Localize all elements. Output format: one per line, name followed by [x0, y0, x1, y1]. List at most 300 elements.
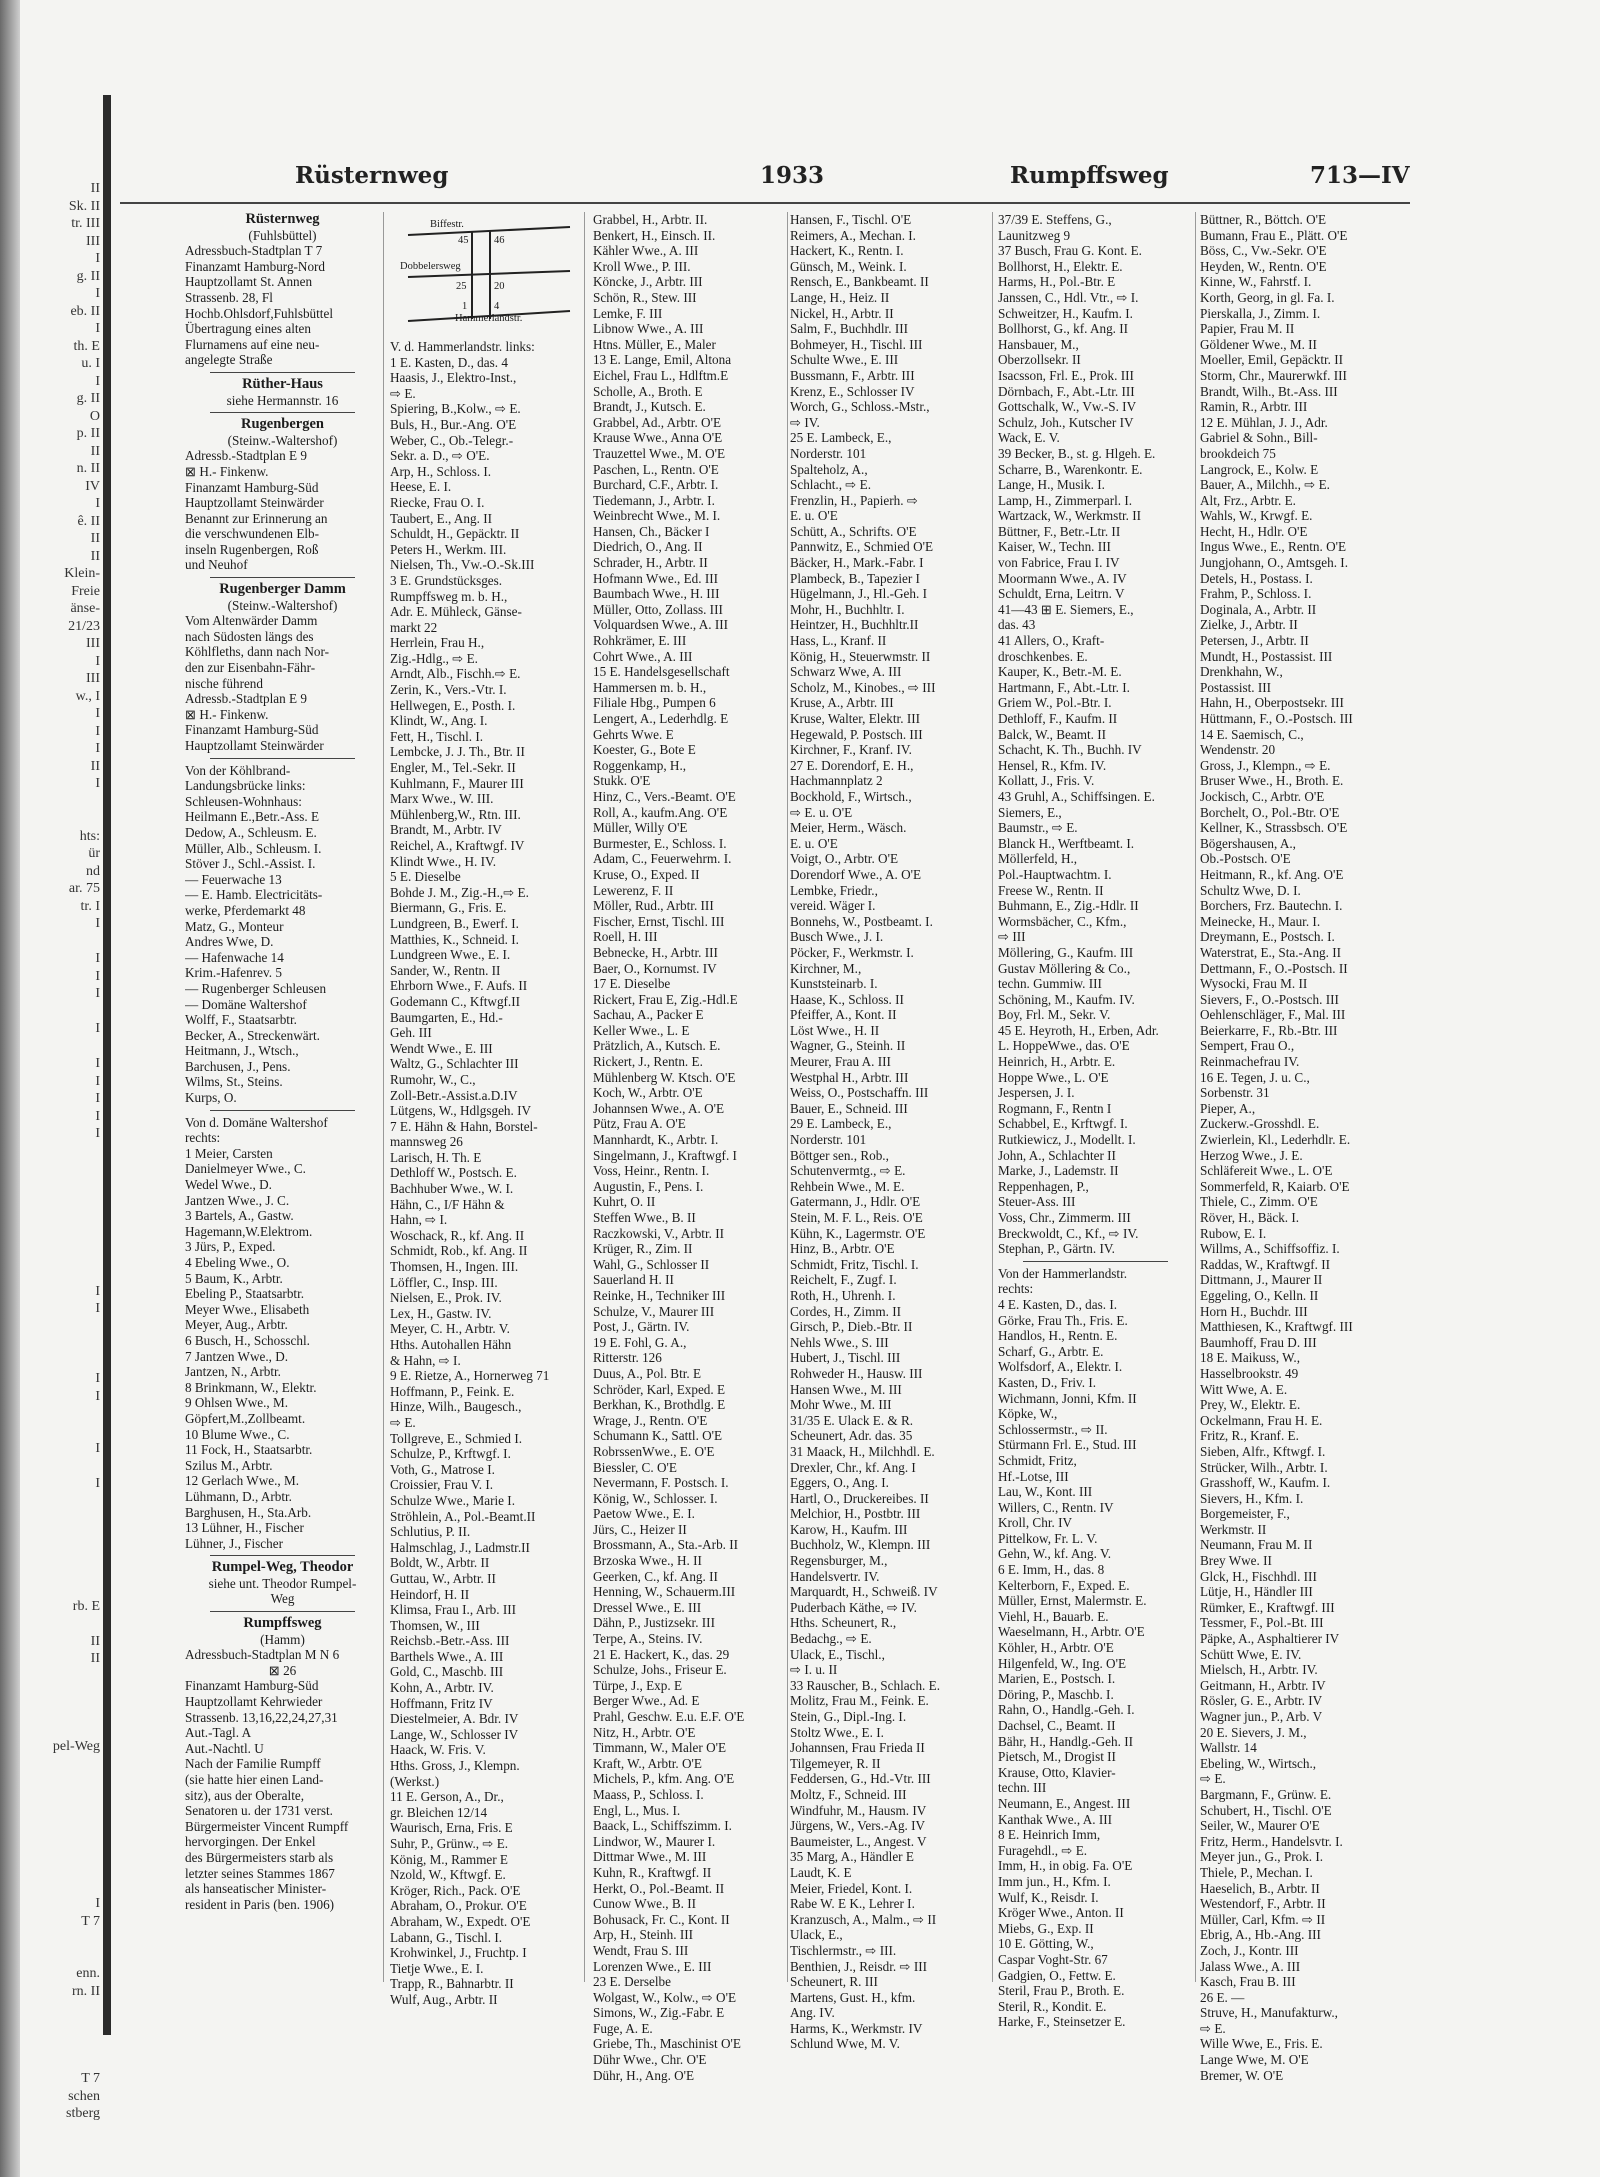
directory-entry: Müller, Otto, Zollass. III — [593, 601, 723, 617]
directory-entry: Hansbauer, M., — [998, 336, 1079, 352]
directory-entry: Molitz, Frau M., Feink. E. — [790, 1693, 929, 1709]
directory-entry: Dörnbach, F., Abt.-Ltr. III — [998, 383, 1135, 399]
directory-entry: Gabriel & Sohn., Bill- — [1200, 430, 1318, 446]
directory-entry: Wichmann, Jonni, Kfm. II — [998, 1390, 1137, 1406]
directory-entry: Voigt, O., Arbtr. O'E — [790, 851, 899, 867]
directory-entry: Kurps, O. — [185, 1090, 237, 1106]
section-rule — [210, 1611, 355, 1612]
directory-entry: 31/35 E. Ulack E. & R. — [790, 1412, 914, 1428]
directory-entry: Göldener Wwe., M. II — [1200, 336, 1317, 352]
directory-entry: Bebnecke, H., Arbtr. III — [593, 944, 718, 960]
directory-entry: Prahl, Geschw. E.u. E.F. O'E — [593, 1709, 745, 1724]
directory-entry: 17 E. Dieselbe — [593, 976, 671, 992]
previous-page-fragment — [20, 1825, 100, 1843]
directory-entry: Sieben, Alfr., Kftwgf. I. — [1200, 1443, 1326, 1459]
directory-entry: Boldt, W., Arbtr. II — [390, 1555, 490, 1571]
previous-page-fragment: I — [95, 1441, 100, 1456]
directory-entry: Seiler, W., Maurer O'E — [1200, 1818, 1320, 1834]
directory-entry: Krohwinkel, J., Fruchtp. I — [390, 1945, 527, 1961]
directory-entry: 11 Fock, H., Staatsarbtr. — [185, 1442, 313, 1458]
directory-entry: Stephan, P., Gärtn. IV. — [998, 1241, 1115, 1257]
directory-entry: Flurnamens auf eine neu- — [185, 336, 320, 352]
directory-entry: Von der Hammerlandstr. — [998, 1265, 1128, 1281]
column-2 — [390, 213, 580, 2008]
directory-entry: Wahl, G., Schlosser II — [593, 1256, 710, 1272]
directory-entry: 18 E. Maikuss, W., — [1200, 1350, 1301, 1366]
directory-entry: Kruse, A., Arbtr. III — [790, 695, 894, 711]
directory-entry: — Hafenwache 14 — [185, 949, 284, 965]
directory-entry: Griem W., Pol.-Btr. I. — [998, 695, 1112, 711]
directory-entry: Neumann, E., Angest. III — [998, 1795, 1131, 1811]
directory-entry: Miebs, G., Exp. II — [998, 1920, 1094, 1936]
directory-entry: Marquardt, H., Schweiß. IV — [790, 1584, 938, 1600]
directory-entry: Hegewald, P. Postsch. III — [790, 726, 923, 742]
directory-entry: Pannwitz, E., Schmied O'E — [790, 539, 934, 555]
directory-entry: Mühlenberg,W., Rtn. III. — [390, 806, 521, 822]
previous-page-fragment — [20, 1423, 100, 1441]
directory-entry: Aut.-Tagl. A — [185, 1725, 252, 1741]
directory-entry: Barchusen, J., Pens. — [185, 1058, 291, 1074]
directory-entry: Pierskalla, J., Zimm. I. — [1200, 305, 1321, 321]
directory-entry: Hinze, Wilh., Baugesch., — [390, 1399, 522, 1415]
directory-entry: Pieper, A., — [1200, 1100, 1256, 1116]
street-heading: Rüther-Haus — [242, 376, 323, 392]
directory-entry: 9 E. Rietze, A., Hornerweg 71 — [390, 1368, 550, 1384]
directory-entry: Mielsch, H., Arbtr. IV. — [1200, 1662, 1318, 1678]
directory-entry: Fritz, R., Kranf. E. — [1200, 1428, 1299, 1444]
directory-entry: den zur Eisenbahn-Fähr- — [185, 660, 316, 676]
directory-entry: Busch Wwe., J. I. — [790, 929, 884, 945]
directory-entry: Baer, O., Kornumst. IV — [593, 960, 717, 976]
directory-entry: Westendorf, F., Arbtr. II — [1200, 1896, 1326, 1912]
directory-entry: Freese W., Rentn. II — [998, 882, 1104, 898]
directory-entry: Röver, H., Bäck. I. — [1200, 1210, 1300, 1225]
previous-page-fragment — [20, 1038, 100, 1056]
directory-entry: Wack, E. V. — [998, 430, 1060, 446]
previous-page-fragment: I — [95, 251, 100, 266]
directory-entry: Grasshoff, W., Kaufm. I. — [1200, 1475, 1331, 1491]
directory-entry: Benkert, H., Einsch. II. — [593, 227, 716, 243]
directory-entry: Burchard, C.F., Arbtr. I. — [593, 477, 719, 493]
directory-entry: Dethloff, F., Kaufm. II — [998, 711, 1118, 726]
directory-entry: 10 E. Götting, W., — [998, 1936, 1094, 1952]
directory-entry: Wysocki, Frau M. II — [1200, 976, 1308, 992]
directory-entry: Waurisch, Erna, Fris. E — [390, 1820, 513, 1836]
directory-entry: 3 E. Grundstücksges. — [390, 572, 503, 588]
directory-entry: Riecke, Frau O. I. — [390, 494, 485, 510]
section-rule — [1023, 1261, 1168, 1262]
directory-entry: 25 E. Lambeck, E., — [790, 430, 892, 446]
directory-entry: Rogmann, F., Rentn I — [998, 1100, 1112, 1116]
directory-entry: Lewerenz, F. II — [593, 882, 674, 898]
directory-entry: Görke, Frau Th., Fris. E. — [998, 1312, 1128, 1328]
directory-entry: Roth, H., Uhrenh. I. — [790, 1287, 896, 1303]
directory-entry: Meyer, Aug., Arbtr. — [185, 1317, 288, 1333]
directory-entry: Steffen Wwe., B. II — [593, 1210, 696, 1225]
previous-page-fragment: I — [95, 1126, 100, 1141]
directory-entry: E. u. O'E — [790, 835, 838, 851]
directory-entry: Koch, W., Arbtr. O'E — [593, 1085, 703, 1101]
previous-page-fragment: g. II — [76, 391, 100, 406]
directory-entry: 31 Maack, H., Milchhdl. E. — [790, 1443, 935, 1459]
directory-entry: techn. Gummiw. III — [998, 976, 1102, 992]
directory-entry: Norderstr. 101 — [790, 445, 867, 461]
directory-entry: Thiele, C., Zimm. O'E — [1200, 1194, 1318, 1210]
directory-entry: 27 E. Dorendorf, E. H., — [790, 757, 914, 773]
directory-entry: Schwarz Wwe, A. III — [790, 664, 902, 680]
previous-page-fragment: I — [95, 776, 100, 791]
previous-page-fragment — [20, 1948, 100, 1966]
directory-entry: Heilmann E.,Betr.-Ass. E — [185, 809, 320, 825]
directory-entry: Isacsson, Frl. E., Prok. III — [998, 367, 1134, 383]
directory-entry: 23 E. Derselbe — [593, 1974, 671, 1990]
directory-entry: Puderbach Käthe, ⇨ IV. — [790, 1599, 917, 1615]
directory-entry: Horn H., Buchdr. III — [1200, 1303, 1308, 1319]
column-2-entries — [390, 339, 580, 2008]
directory-entry: Burmester, E., Schloss. I. — [593, 835, 727, 851]
previous-page-fragment: I — [95, 986, 100, 1001]
previous-page-fragment: I — [95, 1021, 100, 1036]
previous-page-fragment — [20, 1843, 100, 1861]
directory-entry: ⊠ H.- Finkenw. — [185, 706, 269, 722]
directory-entry: 13 E. Lange, Emil, Altona — [593, 352, 732, 368]
directory-entry: Hauptzollamt Steinwärder — [185, 738, 324, 753]
previous-page-fragment: tr. I — [80, 898, 100, 914]
directory-entry: Krim.-Hafenrev. 5 — [185, 965, 282, 981]
previous-page-fragment: Freie — [71, 583, 100, 599]
directory-entry: Kirchner, F., Kranf. IV. — [790, 742, 912, 758]
directory-entry: Kruse, Walter, Elektr. III — [790, 711, 920, 726]
previous-page-fragment: T 7 — [81, 1913, 100, 1929]
directory-entry: Hauptzollamt Kehrwieder — [185, 1694, 323, 1710]
directory-entry: Bauer, A., Milchh., ⇨ E. — [1200, 477, 1330, 493]
directory-entry: Wolff, F., Staatsarbtr. — [185, 1012, 297, 1028]
directory-entry: Türpe, J., Exp. E — [593, 1677, 682, 1693]
directory-entry: Sommerfeld, R, Kaiarb. O'E — [1200, 1178, 1350, 1194]
directory-entry: Eggeling, O., Kelln. II — [1200, 1287, 1319, 1303]
directory-entry: Kroll, Chr. IV — [998, 1515, 1072, 1531]
previous-page-fragment — [20, 1860, 100, 1878]
directory-entry: Stürmann Frl. E., Stud. III — [998, 1437, 1137, 1453]
directory-entry: Scheunert, R. III — [790, 1974, 878, 1990]
directory-entry: Adr. E. Mühleck, Gänse- — [390, 604, 522, 620]
directory-entry: Abraham, W., Expedt. O'E — [390, 1913, 531, 1929]
directory-entry: Finanzamt Hamburg-Süd — [185, 722, 319, 738]
directory-entry: Harms, K., Werkmstr. IV — [790, 2020, 923, 2036]
directory-entry: Dittmann, J., Maurer II — [1200, 1272, 1323, 1288]
directory-entry: Lühner, J., Fischer — [185, 1535, 283, 1551]
directory-entry: Koester, G., Bote E — [593, 742, 696, 758]
previous-page-fragment — [20, 1773, 100, 1791]
directory-entry: Willms, A., Schiffsoffiz. I. — [1200, 1241, 1340, 1257]
directory-entry: Müller, Willy O'E — [593, 820, 688, 836]
directory-entry: 7 E. Hähn & Hahn, Borstel- — [390, 1118, 538, 1134]
previous-page-fragment: tr. III — [71, 216, 100, 231]
directory-entry: Baack, L., Schiffszimm. I. — [593, 1818, 732, 1834]
directory-entry: ⇨ E. — [1200, 1771, 1226, 1787]
directory-entry: Lemke, F. III — [593, 305, 663, 321]
previous-page-fragment — [20, 1563, 100, 1581]
directory-entry: Meyer, C. H., Arbtr. V. — [390, 1321, 510, 1337]
directory-entry: Strassenb. 13,16,22,24,27,31 — [185, 1709, 338, 1725]
map-house-number: 20 — [494, 281, 505, 292]
directory-entry: Postassist. III — [1200, 679, 1272, 695]
previous-page-fragment: p. II — [76, 426, 100, 441]
previous-page-fragment: I — [95, 1283, 100, 1299]
previous-page-fragment: änse- — [70, 601, 100, 616]
previous-page-fragment — [20, 1353, 100, 1371]
directory-entry: 45 E. Heyroth, H., Erben, Adr. — [998, 1022, 1159, 1038]
directory-entry: Bauer, E., Schneid. III — [790, 1100, 908, 1116]
previous-page-fragment: I — [95, 741, 100, 756]
directory-entry: Lau, W., Kont. III — [998, 1484, 1093, 1500]
directory-entry: Zwierlein, Kl., Lederhdlr. E. — [1200, 1132, 1351, 1148]
directory-entry: Jungjohann, O., Amtsgeh. I. — [1200, 555, 1348, 571]
directory-entry: Zuckerw.-Grosshdl. E. — [1200, 1116, 1320, 1132]
directory-entry: Willers, C., Rentn. IV — [998, 1499, 1114, 1515]
directory-entry: Gatermann, J., Hdlr. O'E — [790, 1194, 921, 1210]
directory-entry: Sekr. a. D., ⇨ O'E. — [390, 448, 490, 464]
directory-entry: Maass, P., Schloss. I. — [593, 1786, 704, 1802]
directory-entry: Barthels Wwe., A. III — [390, 1648, 504, 1664]
directory-entry: Kohn, A., Arbtr. IV. — [390, 1680, 494, 1696]
directory-entry: Bohusack, Fr. C., Kont. II — [593, 1911, 730, 1927]
directory-entry: Michels, P., kfm. Ang. O'E — [593, 1771, 735, 1787]
directory-entry: Heese, E. I. — [390, 479, 452, 495]
directory-entry: Krause Wwe., Anna O'E — [593, 430, 723, 446]
previous-page-fragment: III — [86, 233, 100, 249]
directory-entry: Sander, W., Rentn. II — [390, 962, 501, 978]
directory-entry: Rabe W. E K., Lehrer I. — [790, 1896, 915, 1912]
directory-entry: Möller, Rud., Arbtr. III — [593, 898, 714, 914]
previous-page-fragment — [20, 1790, 100, 1808]
section-rule — [210, 1110, 355, 1111]
directory-entry: Hansen Wwe., M. III — [790, 1381, 902, 1397]
directory-entry: Jürgens, W., Vers.-Ag. IV — [790, 1818, 926, 1834]
directory-entry: Janssen, C., Hdl. Vtr., ⇨ I. — [998, 289, 1139, 305]
directory-entry: ⊠ H.- Finkenw. — [185, 463, 269, 479]
directory-entry: Schulte Wwe., E. III — [790, 352, 899, 368]
directory-entry: Herrlein, Frau H., — [390, 635, 485, 651]
directory-entry: Hecht, H., Hdlr. O'E — [1200, 523, 1308, 539]
directory-entry: 9 Ohlsen Wwe., M. — [185, 1395, 289, 1411]
previous-page-fragment — [20, 1458, 100, 1476]
directory-entry: Hauptzollamt St. Annen — [185, 274, 313, 290]
directory-entry: Kollatt, J., Fris. V. — [998, 773, 1095, 789]
street-heading: Rumpel-Weg, Theodor — [211, 1560, 354, 1576]
previous-page-fragment — [20, 1755, 100, 1773]
directory-entry: Thomsen, W., III — [390, 1617, 480, 1633]
directory-entry: Marien, E., Postsch. I. — [998, 1671, 1116, 1687]
directory-entry: Mohr, H., Buchhltr. I. — [790, 601, 905, 617]
directory-entry: Kuhrt, O. II — [593, 1194, 656, 1210]
previous-page-fragment: I — [95, 653, 100, 669]
previous-page-fragment — [20, 1720, 100, 1738]
directory-entry: Sauerland H. II — [593, 1272, 674, 1288]
directory-entry: Adressb.-Stadtplan E 9 — [185, 448, 307, 464]
previous-page-fragment: I — [95, 706, 100, 721]
directory-entry: Schulz, Joh., Kutscher IV — [998, 414, 1134, 430]
directory-entry: Kraft, W., Arbtr. O'E — [593, 1755, 702, 1771]
directory-entry: Finanzamt Hamburg-Süd — [185, 479, 319, 495]
directory-entry: Müller, Ernst, Malermstr. E. — [998, 1593, 1147, 1609]
directory-entry: Krüger, R., Zim. II — [593, 1241, 693, 1257]
section-rule — [210, 577, 355, 578]
directory-entry: Bollhorst, G., kf. Ang. II — [998, 321, 1129, 337]
directory-entry: Guttau, W., Arbtr. II — [390, 1570, 496, 1586]
previous-page-fragment: I — [95, 1476, 100, 1491]
directory-entry: Tischlermstr., ⇨ III. — [790, 1942, 897, 1958]
directory-entry: Hansen, Ch., Bäcker I — [593, 523, 710, 539]
directory-entry: Bögershausen, A., — [1200, 835, 1296, 851]
directory-entry: Bohde J. M., Zig.-H.,⇨ E. — [390, 884, 529, 900]
directory-entry: Storm, Chr., Maurerwkf. III — [1200, 367, 1347, 383]
directory-entry: Adressbuch-Stadtplan T 7 — [185, 243, 323, 259]
directory-entry: Schulze, P., Krftwgf. I. — [390, 1446, 511, 1462]
directory-entry: Kasch, Frau B. III — [1200, 1974, 1296, 1990]
directory-entry: Duus, A., Pol. Btr. E — [593, 1365, 702, 1381]
directory-entry: resident in Paris (ben. 1906) — [185, 1896, 335, 1912]
directory-entry: Buhmann, E., Zig.-Hdlr. II — [998, 898, 1139, 914]
street-heading: Rugenbergen — [241, 417, 324, 433]
previous-page-fragment: II — [90, 758, 100, 774]
directory-entry: Böttger sen., Rob., — [790, 1147, 889, 1163]
directory-entry: Klimsa, Frau I., Arb. III — [390, 1602, 516, 1618]
directory-entry: Furagehdl., ⇨ E. — [998, 1842, 1088, 1858]
directory-entry: Borchers, Frz. Bautechn. I. — [1200, 898, 1343, 914]
directory-entry: brookdeich 75 — [1200, 445, 1276, 461]
directory-entry: Cordes, H., Zimm. II — [790, 1303, 901, 1319]
directory-entry: Marx Wwe., W. III. — [390, 791, 494, 807]
directory-entry: Buchholz, W., Klempn. III — [790, 1537, 931, 1553]
directory-entry: ⇨ III — [998, 929, 1026, 945]
directory-entry: Wrage, J., Rentn. O'E — [593, 1412, 708, 1428]
directory-entry: Reichelt, F., Zugf. I. — [790, 1272, 897, 1288]
directory-entry: Nzold, W., Kftwgf. E. — [390, 1867, 506, 1883]
directory-entry: Schuldt, Erna, Leitrn. V — [998, 586, 1125, 602]
directory-entry: Imm, H., in obig. Fa. O'E — [998, 1858, 1133, 1874]
previous-page-fragment: w., I — [75, 688, 100, 704]
directory-entry: Prätzlich, A., Kutsch. E. — [593, 1038, 721, 1054]
directory-entry: Kaiser, W., Techn. III — [998, 539, 1111, 555]
directory-entry: Adam, C., Feuerwehrm. I. — [593, 851, 732, 867]
previous-page-fragment: g. II — [76, 268, 100, 284]
directory-entry: Kühn, K., Lagermstr. O'E — [790, 1225, 926, 1241]
street-heading: Rumpffsweg — [243, 1616, 322, 1632]
directory-entry: Ebrig, A., Hb.-Ang. III — [1200, 1927, 1321, 1943]
previous-page-fragment: I — [95, 723, 100, 739]
directory-entry: Viehl, H., Bauarb. E. — [998, 1608, 1109, 1624]
directory-entry: Bähr, H., Handlg.-Geh. II — [998, 1733, 1133, 1749]
directory-entry: Hackert, K., Rentn. I. — [790, 243, 904, 259]
directory-entry: Lütje, H., Händler III — [1200, 1584, 1313, 1600]
column-divider — [1195, 212, 1196, 1982]
directory-entry: siehe Hermannstr. 16 — [226, 392, 339, 408]
directory-entry: Jalass Wwe., A. III — [1200, 1958, 1301, 1974]
book-gutter — [103, 95, 111, 2035]
column-5 — [998, 212, 1193, 2030]
directory-entry: Schleusen-Wohnhaus: — [185, 793, 302, 809]
directory-entry: Köhler, H., Arbtr. O'E — [998, 1640, 1114, 1656]
directory-entry: Plambeck, B., Tapezier I — [790, 570, 920, 586]
directory-entry: Kruse, O., Exped. II — [593, 866, 700, 882]
previous-page-fragment — [20, 1248, 100, 1266]
directory-entry: Köhlfleths, dann nach Nor- — [185, 644, 330, 660]
directory-entry: Fett, H., Tischl. I. — [390, 728, 484, 744]
previous-page-fragment: I — [95, 916, 100, 931]
directory-entry: Gold, C., Maschb. III — [390, 1664, 504, 1680]
directory-entry: 1 E. Kasten, D., das. 4 — [390, 354, 508, 370]
directory-entry: Schweitzer, H., Kaufm. I. — [998, 305, 1133, 321]
directory-entry: Ulack, E., — [790, 1927, 843, 1943]
directory-entry: Wahls, W., Krwgf. E. — [1200, 508, 1313, 524]
directory-entry: Wendenstr. 20 — [1200, 742, 1276, 758]
directory-entry: gr. Bleichen 12/14 — [390, 1804, 488, 1820]
directory-entry: Salm, F., Buchhdlr. III — [790, 321, 908, 337]
directory-entry: Aut.-Nachtl. U — [185, 1740, 264, 1756]
directory-entry: Rümker, E., Kraftwgf. III — [1200, 1599, 1335, 1615]
directory-entry: Oehlenschläger, F., Mal. III — [1200, 1007, 1346, 1023]
previous-page-fragment: I — [95, 1073, 100, 1089]
directory-entry: Terpe, A., Steins. IV. — [593, 1631, 703, 1647]
directory-entry: Zig.-Hdlg., ⇨ E. — [390, 650, 478, 666]
directory-entry: Pfeiffer, A., Kont. II — [790, 1007, 897, 1023]
directory-entry: Zerin, K., Vers.-Vtr. I. — [390, 682, 507, 698]
previous-page-fragment — [20, 1213, 100, 1231]
directory-entry: Pöcker, F., Werkmstr. I. — [790, 944, 914, 960]
directory-entry: Ebeling P., Staatsarbtr. — [185, 1286, 305, 1302]
directory-entry: Voss, Chr., Zimmerm. III — [998, 1210, 1131, 1225]
directory-entry: Ob.-Postsch. O'E — [1200, 851, 1291, 867]
previous-page-fragment — [20, 2053, 100, 2071]
directory-entry: Waterstrat, E., Sta.-Ang. II — [1200, 944, 1342, 960]
directory-entry: Doginala, A., Arbtr. II — [1200, 601, 1317, 617]
column-4 — [790, 212, 985, 2052]
directory-entry: Rickert, Frau E, Zig.-Hdl.E — [593, 991, 738, 1007]
directory-entry: Trauzettel Wwe., M. O'E — [593, 445, 726, 461]
directory-entry: Rickert, J., Rentn. E. — [593, 1054, 703, 1070]
directory-entry: Wagner jun., P., Arb. V — [1200, 1709, 1323, 1724]
directory-entry: 11 E. Gerson, A., Dr., — [390, 1789, 504, 1805]
directory-entry: Hahn, ⇨ I. — [390, 1212, 448, 1228]
previous-page-fragment: I — [95, 1108, 100, 1124]
directory-entry: Löffler, C., Insp. III. — [390, 1274, 498, 1290]
previous-page-fragment: u. I — [81, 356, 100, 371]
directory-entry: 8 E. Heinrich Imm, — [998, 1827, 1101, 1843]
directory-entry: Rehbein Wwe., M. E. — [790, 1178, 905, 1194]
directory-entry: Hasselbrookstr. 49 — [1200, 1365, 1299, 1381]
directory-entry: Cunow Wwe., B. II — [593, 1896, 697, 1912]
directory-entry: Schulze, V., Maurer III — [593, 1303, 715, 1319]
directory-entry: Glck, H., Fischhdl. III — [1200, 1568, 1317, 1584]
previous-page-fragment: I — [95, 1301, 100, 1316]
directory-entry: Htns. Müller, E., Maler — [593, 336, 716, 352]
directory-entry: Wedel Wwe., D. — [185, 1177, 272, 1193]
directory-entry: Bürgermeister Vincent Rumpff — [185, 1818, 349, 1834]
directory-entry: Sievers, F., O.-Postsch. III — [1200, 991, 1339, 1007]
directory-entry: Weg — [270, 1591, 295, 1607]
directory-entry: 41 Allers, O., Kraft- — [998, 633, 1105, 649]
directory-entry: Arp, H., Schloss. I. — [390, 463, 492, 479]
directory-entry: 37 Busch, Frau G. Kont. E. — [998, 243, 1142, 259]
directory-entry: Baumbach Wwe., H. III — [593, 586, 720, 602]
directory-entry: Voth, G., Matrose I. — [390, 1461, 495, 1477]
directory-entry: — E. Hamb. Electricitäts- — [185, 887, 323, 903]
previous-page-fragment: O — [89, 408, 100, 424]
directory-entry: Rumohr, W., C., — [390, 1071, 476, 1087]
previous-page-fragment — [20, 1808, 100, 1826]
header-left-street: Rüsternweg — [295, 162, 449, 189]
